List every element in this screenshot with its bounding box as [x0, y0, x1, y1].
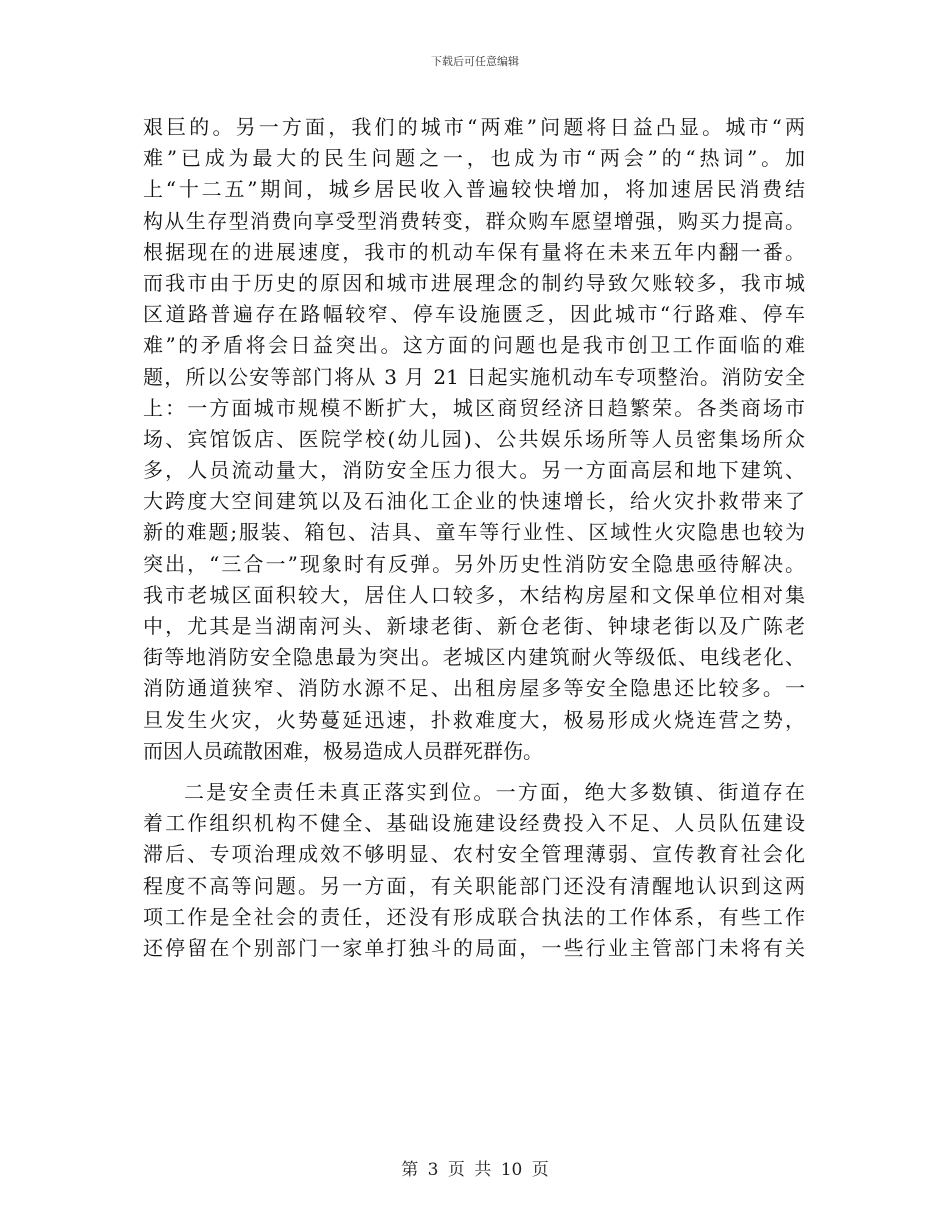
- text-line: 程度不高等问题。另一方面，有关职能部门还没有清醒地认识到这两: [143, 873, 805, 898]
- text-line: 项工作是全社会的责任，还没有形成联合执法的工作体系，有些工作: [143, 904, 805, 929]
- text-line: 滞后、专项治理成效不够明显、农村安全管理薄弱、宣传教育社会化: [143, 842, 805, 867]
- text-line: 场、宾馆饭店、医院学校(幼儿园)、公共娱乐场所等人员密集场所众: [143, 426, 805, 451]
- text-line: 大跨度大空间建筑以及石油化工企业的快速增长，给火灾扑救带来了: [143, 489, 805, 514]
- paragraph: [143, 777, 805, 964]
- text-line: 消防通道狭窄、消防水源不足、出租房屋多等安全隐患还比较多。一: [143, 676, 805, 701]
- paragraph: [143, 112, 805, 767]
- text-line: 还停留在个别部门一家单打独斗的局面，一些行业主管部门未将有关: [143, 935, 805, 960]
- text-line: 我市老城区面积较大，居住人口较多，木结构房屋和文保单位相对集: [143, 582, 805, 607]
- text-line: 根据现在的进展速度，我市的机动车保有量将在未来五年内翻一番。: [143, 239, 805, 264]
- text-line: 而我市由于历史的原因和城市进展理念的制约导致欠账较多，我市城: [143, 270, 805, 295]
- text-line: 上：一方面城市规模不断扩大，城区商贸经济日趋繁荣。各类商场市: [143, 395, 805, 420]
- paragraph-gap: [143, 767, 805, 777]
- text-line: 多，人员流动量大，消防安全压力很大。另一方面高层和地下建筑、: [143, 458, 805, 483]
- page-header: 下载后可任意编辑: [431, 55, 519, 68]
- text-line: 而因人员疏散困难，极易造成人员群死群伤。: [143, 738, 543, 763]
- text-line: 突出，“三合一”现象时有反弹。另外历史性消防安全隐患亟待解决。: [143, 551, 805, 576]
- text-line: 题，所以公安等部门将从 3 月 21 日起实施机动车专项整治。消防安全: [143, 364, 805, 389]
- text-line: 上“十二五”期间，城乡居民收入普遍较快增加，将加速居民消费结: [143, 177, 805, 202]
- text-line: 难”已成为最大的民生问题之一，也成为市“两会”的“热词”。加: [143, 146, 805, 171]
- text-line: 街等地消防安全隐患最为突出。老城区内建筑耐火等级低、电线老化、: [143, 645, 805, 670]
- text-line: 构从生存型消费向享受型消费转变，群众购车愿望增强，购买力提高。: [143, 208, 805, 233]
- text-line: 中，尤其是当湖南河头、新埭老街、新仓老街、钟埭老街以及广陈老: [143, 614, 805, 638]
- text-line: 着工作组织机构不健全、基础设施建设经费投入不足、人员队伍建设: [143, 811, 805, 836]
- text-line: 区道路普遍存在路幅较窄、停车设施匮乏，因此城市“行路难、停车: [143, 302, 805, 327]
- text-line: 新的难题;服装、箱包、洁具、童车等行业性、区域性火灾隐患也较为: [143, 520, 805, 545]
- text-line: 艰巨的。另一方面，我们的城市“两难”问题将日益凸显。城市“两: [143, 115, 805, 139]
- page-number: 第 3 页 共 10 页: [401, 1160, 549, 1180]
- text-line: 二是安全责任未真正落实到位。一方面，绝大多数镇、街道存在: [184, 779, 805, 804]
- document-body: [143, 112, 805, 964]
- text-line: 难”的矛盾将会日益突出。这方面的问题也是我市创卫工作面临的难: [143, 333, 805, 358]
- text-line: 旦发生火灾，火势蔓延迅速，扑救难度大，极易形成火烧连营之势，: [143, 707, 805, 732]
